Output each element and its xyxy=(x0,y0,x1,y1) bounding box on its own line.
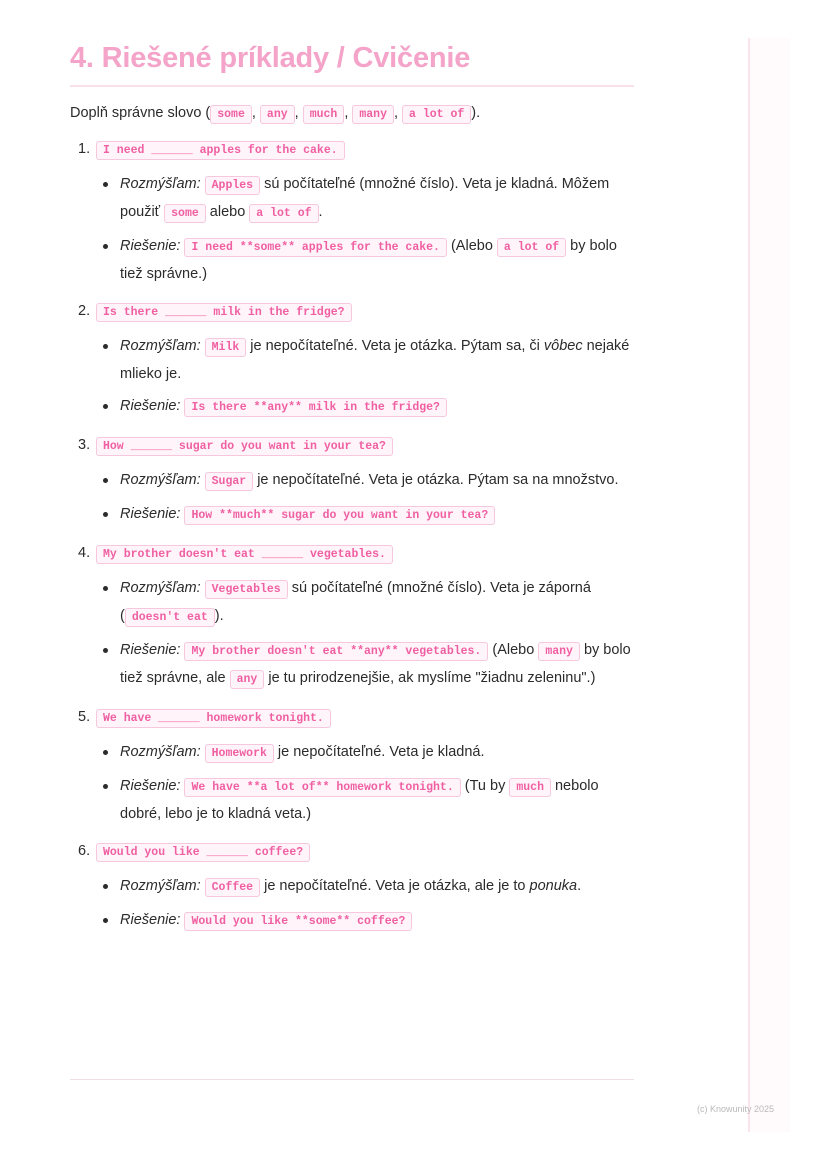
solution-bullet xyxy=(70,501,634,529)
inline-code: I need **some** apples for the cake. xyxy=(184,238,446,257)
body-text: by bolo tiež správne, ale xyxy=(120,642,631,686)
exercise-heading xyxy=(70,137,634,163)
exercise-sentence-code: I need ______ apples for the cake. xyxy=(96,141,345,160)
exercise-heading xyxy=(70,839,634,865)
document-page xyxy=(70,38,634,941)
solution-label: Riešenie: xyxy=(120,642,181,658)
instructions-text: Doplň správne slovo ( xyxy=(70,105,211,121)
body-text: (Alebo xyxy=(446,238,497,254)
exercise-details xyxy=(70,333,634,421)
solution-label: Riešenie: xyxy=(120,778,181,794)
solution-label: Riešenie: xyxy=(120,912,181,928)
word-option-code: a lot of xyxy=(402,105,471,124)
exercise-heading xyxy=(70,705,634,731)
bullet-dot xyxy=(103,586,108,591)
thinking-label: Rozmýšľam: xyxy=(120,338,201,354)
bullet-dot xyxy=(103,784,108,789)
thinking-bullet xyxy=(70,873,634,901)
word-option-code: some xyxy=(210,105,252,124)
body-text: sú počítateľné (množné číslo). Veta je záporná ( xyxy=(120,580,591,624)
bullet-dot xyxy=(103,478,108,483)
body-text: alebo xyxy=(205,204,250,220)
body-text: nebolo dobré, lebo je to kladná veta.) xyxy=(120,778,599,822)
inline-code: Apples xyxy=(205,176,260,195)
exercise-item xyxy=(70,839,634,935)
bullet-dot xyxy=(103,404,108,409)
exercise-details xyxy=(70,739,634,827)
inline-code: Sugar xyxy=(205,472,254,491)
body-text: je nepočítateľné. Veta je otázka. Pýtam sa, či xyxy=(246,338,544,354)
body-text: . xyxy=(318,204,323,220)
bullet-dot xyxy=(103,648,108,653)
thinking-bullet xyxy=(70,739,634,767)
exercise-number: 6. xyxy=(78,843,91,859)
inline-code: We have **a lot of** homework tonight. xyxy=(184,778,460,797)
side-margin-strip xyxy=(748,38,790,1132)
inline-code: any xyxy=(230,670,265,689)
exercise-number: 1. xyxy=(78,141,91,157)
word-option-code: many xyxy=(352,105,394,124)
bullet-dot xyxy=(103,512,108,517)
inline-code: much xyxy=(509,778,551,797)
solution-label: Riešenie: xyxy=(120,238,181,254)
exercise-item xyxy=(70,541,634,693)
exercise-details xyxy=(70,467,634,529)
body-text: nejaké mlieko je. xyxy=(120,338,630,382)
title-divider xyxy=(70,85,634,87)
emphasis-text: ponuka xyxy=(529,878,578,894)
thinking-bullet xyxy=(70,575,634,631)
inline-code: How **much** sugar do you want in your tea? xyxy=(184,506,495,525)
body-text: . xyxy=(577,878,582,894)
exercise-item xyxy=(70,433,634,529)
page-title: 4. Riešené príklady / Cvičenie xyxy=(70,42,471,74)
inline-code: Homework xyxy=(205,744,274,763)
inline-code: a lot of xyxy=(249,204,318,223)
solution-bullet xyxy=(70,637,634,693)
solution-bullet xyxy=(70,773,634,827)
solution-label: Riešenie: xyxy=(120,398,181,414)
emphasis-text: vôbec xyxy=(543,338,583,354)
solution-label: Riešenie: xyxy=(120,506,181,522)
exercise-number: 2. xyxy=(78,303,91,319)
exercise-sentence-code: Would you like ______ coffee? xyxy=(96,843,310,862)
exercise-number: 5. xyxy=(78,709,91,725)
exercise-heading xyxy=(70,541,634,567)
body-text: je nepočítateľné. Veta je otázka, ale je to xyxy=(260,878,530,894)
thinking-bullet xyxy=(70,333,634,387)
exercise-list xyxy=(70,137,634,935)
bullet-dot xyxy=(103,918,108,923)
body-text: by bolo tiež správne.) xyxy=(120,238,617,282)
body-text: je tu prirodzenejšie, ak myslíme "žiadnu zeleninu".) xyxy=(264,670,596,686)
exercise-details xyxy=(70,575,634,693)
exercise-item xyxy=(70,705,634,827)
thinking-label: Rozmýšľam: xyxy=(120,744,201,760)
bullet-dot xyxy=(103,344,108,349)
exercise-number: 4. xyxy=(78,545,91,561)
thinking-label: Rozmýšľam: xyxy=(120,472,201,488)
thinking-bullet xyxy=(70,171,634,227)
exercise-item xyxy=(70,299,634,421)
inline-code: Vegetables xyxy=(205,580,288,599)
exercise-sentence-code: We have ______ homework tonight. xyxy=(96,709,331,728)
inline-code: Coffee xyxy=(205,878,260,897)
bullet-dot xyxy=(103,244,108,249)
inline-code: Milk xyxy=(205,338,247,357)
exercise-heading xyxy=(70,299,634,325)
thinking-label: Rozmýšľam: xyxy=(120,878,201,894)
exercise-item xyxy=(70,137,634,287)
body-text: je nepočítateľné. Veta je kladná. xyxy=(273,744,485,760)
copyright-footer: (c) Knowunity 2025 xyxy=(696,1104,774,1114)
exercise-details xyxy=(70,873,634,935)
inline-code: Is there **any** milk in the fridge? xyxy=(184,398,446,417)
bullet-dot xyxy=(103,750,108,755)
word-separator: , xyxy=(294,105,299,121)
exercise-heading xyxy=(70,433,634,459)
body-text: (Tu by xyxy=(460,778,510,794)
word-option-code: any xyxy=(260,105,295,124)
thinking-bullet xyxy=(70,467,634,495)
bullet-dot xyxy=(103,182,108,187)
inline-code: a lot of xyxy=(497,238,566,257)
solution-bullet xyxy=(70,393,634,421)
word-separator: , xyxy=(393,105,399,121)
inline-code: doesn't eat xyxy=(125,608,215,627)
word-separator: , xyxy=(344,105,349,121)
body-text: sú počítateľné (množné číslo). Veta je kladná. Môžem použiť xyxy=(120,176,610,220)
instructions xyxy=(70,101,634,127)
inline-code: many xyxy=(538,642,580,661)
word-separator: , xyxy=(251,105,256,121)
word-option-code: much xyxy=(303,105,345,124)
exercise-sentence-code: My brother doesn't eat ______ vegetables. xyxy=(96,545,393,564)
solution-bullet xyxy=(70,233,634,287)
thinking-label: Rozmýšľam: xyxy=(120,580,201,596)
body-text: je nepočítateľné. Veta je otázka. Pýtam sa na množstvo. xyxy=(253,472,619,488)
exercise-sentence-code: Is there ______ milk in the fridge? xyxy=(96,303,352,322)
instructions-text: ). xyxy=(471,105,481,121)
inline-code: My brother doesn't eat **any** vegetables. xyxy=(184,642,488,661)
bottom-divider xyxy=(70,1079,634,1080)
exercise-number: 3. xyxy=(78,437,91,453)
exercise-sentence-code: How ______ sugar do you want in your tea? xyxy=(96,437,393,456)
bullet-dot xyxy=(103,884,108,889)
inline-code: some xyxy=(164,204,206,223)
exercise-details xyxy=(70,171,634,287)
body-text: (Alebo xyxy=(488,642,539,658)
solution-bullet xyxy=(70,907,634,935)
thinking-label: Rozmýšľam: xyxy=(120,176,201,192)
inline-code: Would you like **some** coffee? xyxy=(184,912,412,931)
body-text: ). xyxy=(214,608,224,624)
